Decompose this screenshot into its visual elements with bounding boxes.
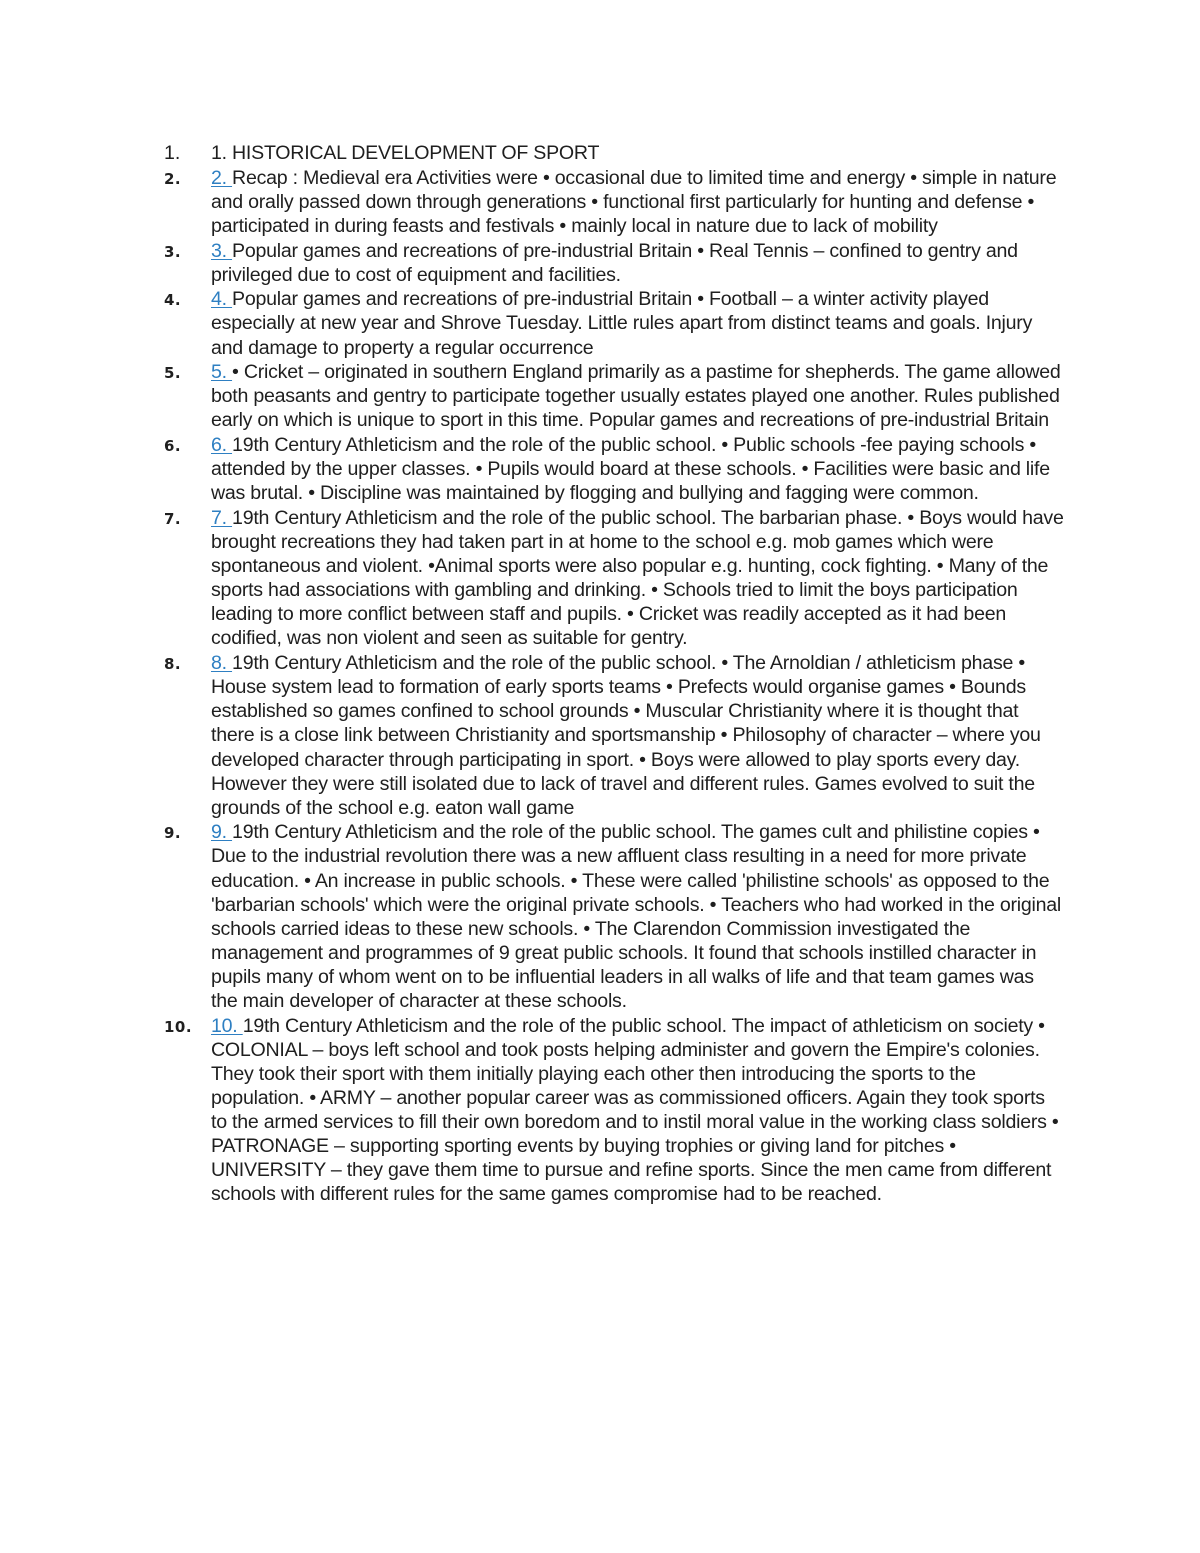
slide-link-7[interactable]: 7. [211,506,233,529]
list-item-8 [164,651,1064,820]
list-item-4 [164,287,1064,359]
list-item-9 [164,820,1064,1013]
list-item-5 [164,360,1064,432]
item-number: 8. [164,655,182,674]
item-number: 4. [164,291,182,310]
slide-link-3[interactable]: 3. [211,239,233,262]
slide-link-10[interactable]: 10. [211,1014,243,1037]
item-number: 9. [164,824,182,843]
item-number: 7. [164,509,182,528]
list-item-3 [164,239,1064,287]
slide-outline-list [164,141,1064,1207]
item-text: 19th Century Athleticism and the role of the public school. The games cult and philistine copies • Due to the industrial revolution there was a new affluent class resulting in a need for more private education. • An increase in public schools. • These were called 'philistine schools' as opposed to the 'barbarian schools' which were the original private schools. • Teachers who had worked in the original schools carried ideas to these new schools. • The Clarendon Commission investigated the management and programmes of 9 great public schools. It found that schools instilled character in pupils many of whom went on to be influential leaders in all walks of life and that team games was the main developer of character at these schools. [211,821,1061,1013]
slide-link-5[interactable]: 5. [211,361,233,384]
item-text: 1. HISTORICAL DEVELOPMENT OF SPORT [211,142,600,164]
list-item-7 [164,506,1064,651]
item-number: 6. [164,437,182,456]
slide-link-4[interactable]: 4. [211,288,233,311]
list-item-6 [164,433,1064,505]
list-item-1 [164,141,1064,165]
item-text: 19th Century Athleticism and the role of the public school. • Public schools -fee paying schools • attended by the upper classes. • Pupils would board at these schools. • Facilities were basic and life was brutal. • Discipline was maintained by flogging and bullying and fagging were common. [211,434,1050,505]
item-text: Recap : Medieval era Activities were • occasional due to limited time and energy • simple in nature and orally passed down through generations • functional first particularly for hunting and defense • participated in during feasts and festivals • mainly local in nature due to lack of mobility [211,166,1057,237]
slide-link-9[interactable]: 9. [211,821,233,844]
item-number: 5. [164,364,182,383]
item-text: Popular games and recreations of pre-industrial Britain • Football – a winter activity played especially at new year and Shrove Tuesday. Little rules apart from distinct teams and goals. Injury and damage to property a regular occurrence [211,288,1033,359]
item-number: 1. [164,142,181,164]
item-number: 3. [164,242,182,261]
item-number: 10. [164,1017,193,1036]
slide-link-2[interactable]: 2. [211,166,233,189]
item-text: Popular games and recreations of pre-industrial Britain • Real Tennis – confined to gentry and privileged due to cost of equipment and facilities. [211,239,1018,286]
item-text: 19th Century Athleticism and the role of the public school. The impact of athleticism on society • COLONIAL – boys left school and took posts helping administer and govern the Empire's colonies. They took their sport with them initially playing each other then introducing the sports to the population. • ARMY – another popular career was as commissioned officers. Again they took sports to the armed services to fill their own boredom and to instil moral value in the working class soldiers • PATRONAGE – supporting sporting events by buying trophies or giving land for pitches • UNIVERSITY – they gave them time to pursue and refine sports. Since the men came from different schools with different rules for the same games compromise had to be reached. [211,1014,1059,1206]
list-item-10 [164,1014,1064,1207]
slide-link-6[interactable]: 6. [211,434,233,457]
item-text: • Cricket – originated in southern England primarily as a pastime for shepherds. The game allowed both peasants and gentry to participate together usually estates played one another. Rules published early on which is unique to sport in this time. Popular games and recreations of pre-industrial Britain [211,361,1061,432]
item-text: 19th Century Athleticism and the role of the public school. The barbarian phase. • Boys would have brought recreations they had taken part in at home to the school e.g. mob games which were spontaneous and violent. •Animal sports were also popular e.g. hunting, cock fighting. • Many of the sports had associations with gambling and drinking. • Schools tried to limit the boys participation leading to more conflict between staff and pupils. • Cricket was readily accepted as it had been codified, was non violent and seen as suitable for gentry. [211,506,1064,650]
item-number: 2. [164,169,182,188]
slide-link-8[interactable]: 8. [211,652,233,675]
list-item-2 [164,166,1064,238]
item-text: 19th Century Athleticism and the role of the public school. • The Arnoldian / athleticism phase • House system lead to formation of early sports teams • Prefects would organise games • Bounds established so games confined to school grounds • Muscular Christianity where it is thought that there is a close link between Christianity and sportsmanship • Philosophy of character – where you developed character through participating in sport. • Boys were allowed to play sports every day. However they were still isolated due to lack of travel and different rules. Games evolved to suit the grounds of the school e.g. eaton wall game [211,652,1041,819]
